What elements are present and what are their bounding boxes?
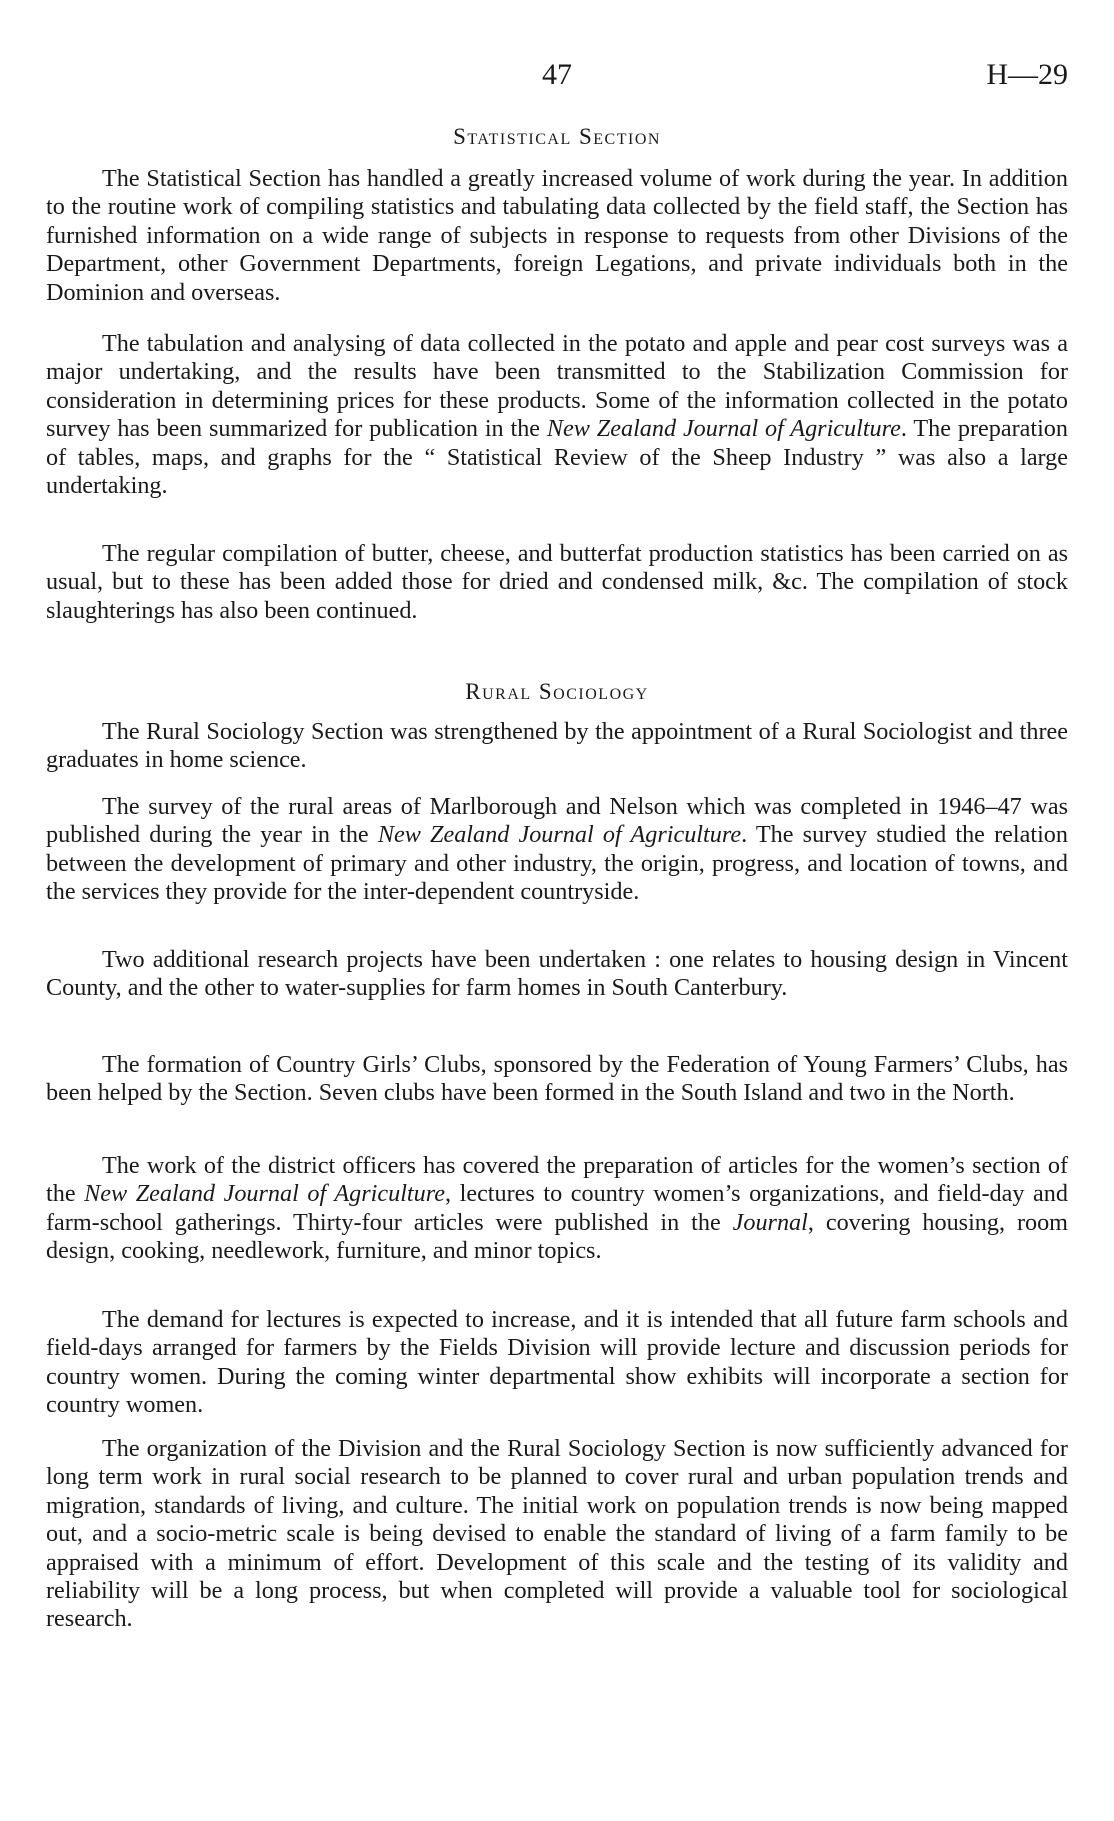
journal-title: New Zealand Journal of Agriculture: [546, 415, 901, 443]
statistical-paragraph-2-text-b: . The preparation of tables, maps, and graphs for the “ Statistical Review of the Sheep Industry ” was also a large undertaking.: [46, 415, 1068, 500]
statistical-paragraph-2: [46, 330, 1068, 500]
statistical-section-heading: Statistical Section: [453, 124, 661, 149]
rural-paragraph-2-text-a: The survey of the rural areas of Marlborough and Nelson which was completed in 1946–47 was published during the year in the: [46, 793, 1068, 849]
page-header: [0, 58, 1114, 98]
statistical-paragraph-2-text-a: The tabulation and analysing of data collected in the potato and apple and pear cost surveys was a major undertaking, and the results have been transmitted to the Stabilization Commission for consideration in determining prices for these products. Some of the information collected in the potato survey has been summarized for publication in the: [46, 330, 1068, 443]
rural-paragraph-5-text-b: , lectures to country women’s organizations, and field-day and farm-school gatherings. Thirty-four articles were published in the: [46, 1180, 1068, 1236]
rural-paragraph-2-text-b: . The survey studied the relation between the development of primary and other industry, the origin, progress, and location of towns, and the services they provide for the inter-dependent countryside.: [46, 821, 1068, 906]
rural-sociology-heading: Rural Sociology: [465, 679, 649, 704]
statistical-paragraph-3: The regular compilation of butter, cheese, and butterfat production statistics has been carried on as usual, but to these has been added those for dried and condensed milk, &c. The compilation of stock slaughterings has also been continued.: [46, 540, 1068, 624]
rural-paragraph-3: Two additional research projects have been undertaken : one relates to housing design in Vincent County, and the other to water-supplies for farm homes in South Canterbury.: [46, 946, 1068, 1002]
rural-paragraph-5-text-c: , covering housing, room design, cooking, needlework, furniture, and minor topics.: [46, 1208, 1068, 1265]
rural-paragraph-5: [46, 1152, 1068, 1266]
journal-title: New Zealand Journal of Agriculture: [377, 821, 742, 849]
rural-paragraph-6: The demand for lectures is expected to increase, and it is intended that all future farm schools and field-days arranged for farmers by the Fields Division will provide lecture and discussion periods for country women. During the coming winter departmental show exhibits will incorporate a section for country women.: [46, 1306, 1068, 1419]
journal-title: New Zealand Journal of Agriculture: [84, 1180, 445, 1208]
rural-paragraph-7: The organization of the Division and the Rural Sociology Section is now sufficiently advanced for long term work in rural social research to be planned to cover rural and urban population trends and migration, standards of living, and culture. The initial work on population trends is now being mapped out, and a socio-metric scale is being devised to enable the standard of living of a farm family to be appraised with a minimum of effort. Development of this scale and the testing of its validity and reliability will be a long process, but when completed will provide a valuable tool for sociological research.: [46, 1435, 1068, 1633]
rural-paragraph-1: The Rural Sociology Section was strengthened by the appointment of a Rural Sociologist and three graduates in home science.: [46, 718, 1068, 774]
rural-paragraph-5-text-a: The work of the district officers has covered the preparation of articles for the women’s section of the: [46, 1152, 1068, 1208]
rural-paragraph-2: [46, 793, 1068, 907]
page-number: 47: [542, 58, 572, 91]
statistical-paragraph-1: The Statistical Section has handled a greatly increased volume of work during the year. In addition to the routine work of compiling statistics and tabulating data collected by the field staff, the Section has furnished information on a wide range of subjects in response to requests from other Divisions of the Department, other Government Departments, foreign Legations, and private individuals both in the Dominion and overseas.: [46, 165, 1068, 306]
document-code: H—29: [986, 58, 1068, 91]
journal-short-title: Journal: [732, 1208, 808, 1236]
rural-paragraph-4: The formation of Country Girls’ Clubs, sponsored by the Federation of Young Farmers’ Clubs, has been helped by the Section. Seven clubs have been formed in the South Island and two in the North.: [46, 1051, 1068, 1107]
